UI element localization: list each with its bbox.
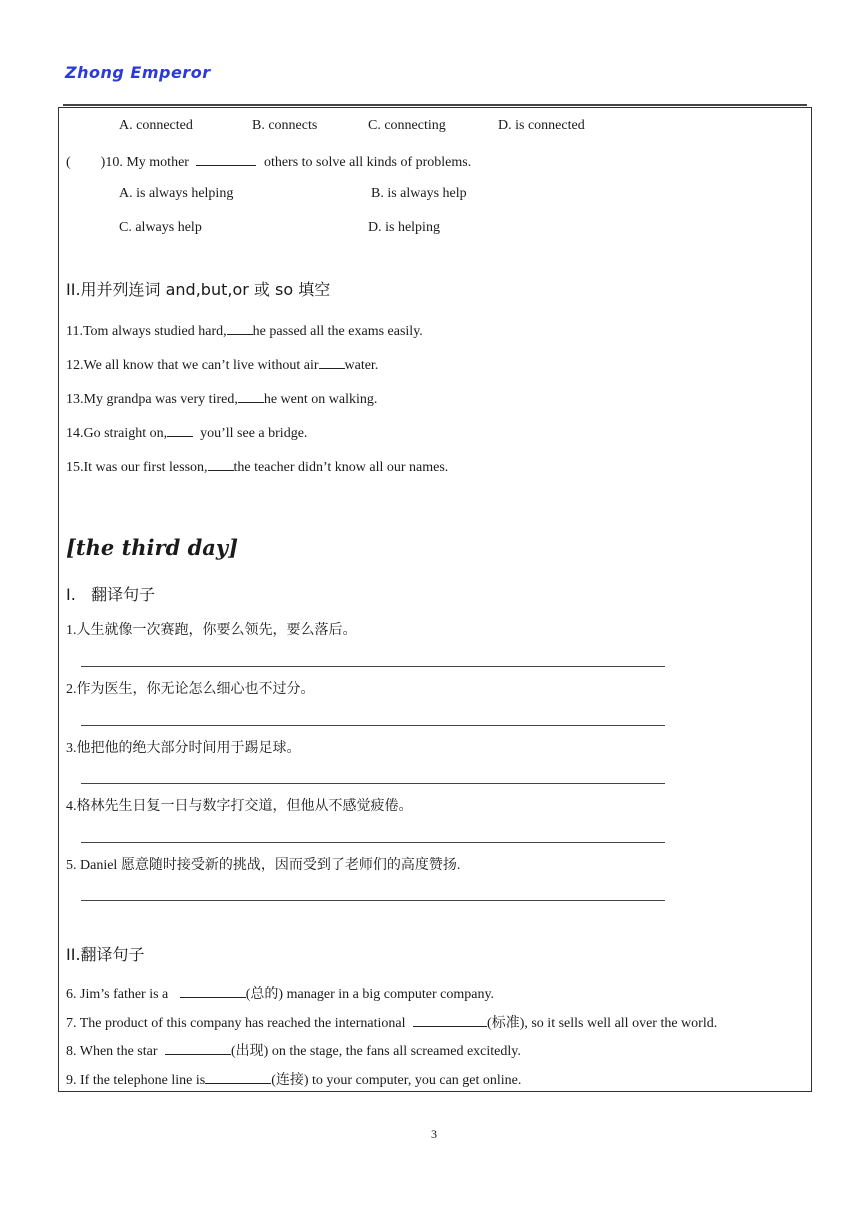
answer-blank[interactable] bbox=[180, 983, 246, 998]
answer-blank[interactable] bbox=[165, 1040, 231, 1055]
item-text-before: 9. If the telephone line is bbox=[66, 1073, 206, 1088]
q10-paren-open: ( bbox=[66, 155, 71, 170]
answer-line[interactable] bbox=[81, 842, 665, 843]
item-text-after: you’ll see a bridge. bbox=[193, 426, 308, 441]
q9-option-b: B. connects bbox=[252, 118, 318, 133]
fill-item-6 bbox=[66, 983, 494, 1004]
q10-text-before: 10. My mother bbox=[105, 155, 189, 170]
translate-item-1: 1.人生就像一次赛跑，你要么领先，要么落后。 bbox=[66, 623, 357, 638]
answer-line[interactable] bbox=[81, 666, 665, 667]
item-text-after: (出现) on the stage, the fans all screamed excitedly. bbox=[231, 1044, 521, 1059]
q9-option-a: A. connected bbox=[119, 118, 193, 133]
translate-item-2: 2.作为医生，你无论怎么细心也不过分。 bbox=[66, 682, 315, 697]
item-text-before: 6. Jim’s father is a bbox=[66, 987, 172, 1002]
conjunction-item-12 bbox=[66, 354, 378, 375]
translate-item-3: 3.他把他的绝大部分时间用于踢足球。 bbox=[66, 741, 301, 756]
brand-logo: Zhong Emperor bbox=[65, 63, 211, 82]
conjunction-item-11 bbox=[66, 320, 423, 341]
item-text-before: 15.It was our first lesson, bbox=[66, 460, 208, 475]
item-text-before: 11.Tom always studied hard, bbox=[66, 324, 227, 339]
item-text-after: he went on walking. bbox=[263, 392, 378, 407]
day-title: [the third day] bbox=[66, 535, 239, 560]
translate-heading-2: II.翻译句子 bbox=[66, 945, 145, 964]
q10-option-b: B. is always help bbox=[371, 186, 467, 201]
translate-item-4: 4.格林先生日复一日与数字打交道，但他从不感觉疲倦。 bbox=[66, 799, 413, 814]
item-text-before: 14.Go straight on, bbox=[66, 426, 168, 441]
q9-option-c: C. connecting bbox=[368, 118, 446, 133]
fill-item-8 bbox=[66, 1040, 521, 1061]
translate-heading-1: I. 翻译句子 bbox=[66, 585, 156, 604]
q10-text-after: others to solve all kinds of problems. bbox=[263, 155, 472, 170]
conjunction-item-15 bbox=[66, 456, 448, 477]
header-divider bbox=[63, 104, 807, 106]
item-text-before: 7. The product of this company has reached the international bbox=[66, 1016, 410, 1031]
answer-line[interactable] bbox=[81, 783, 665, 784]
q10-option-a: A. is always helping bbox=[119, 186, 234, 201]
translate-item-5: 5. Daniel 愿意随时接受新的挑战，因而受到了老师们的高度赞扬. bbox=[66, 858, 461, 873]
answer-blank[interactable] bbox=[319, 354, 345, 369]
item-text-before: 12.We all know that we can’t live without air bbox=[66, 358, 319, 373]
answer-blank[interactable] bbox=[238, 388, 264, 403]
answer-blank[interactable] bbox=[413, 1012, 487, 1027]
answer-line[interactable] bbox=[81, 900, 665, 901]
q9-option-d: D. is connected bbox=[498, 118, 585, 133]
item-text-after: (标准), so it sells well all over the world. bbox=[487, 1016, 718, 1031]
q10-question bbox=[66, 151, 471, 172]
item-text-after: (总的) manager in a big computer company. bbox=[245, 987, 495, 1002]
q10-option-c: C. always help bbox=[119, 220, 202, 235]
q10-blank[interactable] bbox=[196, 151, 256, 166]
fill-item-9 bbox=[66, 1069, 521, 1090]
fill-item-7 bbox=[66, 1012, 717, 1033]
answer-blank[interactable] bbox=[205, 1069, 271, 1084]
q10-paren-close: ) bbox=[100, 155, 106, 170]
item-text-after: the teacher didn’t know all our names. bbox=[233, 460, 449, 475]
answer-blank[interactable] bbox=[227, 320, 253, 335]
conjunction-item-13 bbox=[66, 388, 377, 409]
item-text-after: (连接) to your computer, you can get online. bbox=[271, 1073, 522, 1088]
item-text-before: 13.My grandpa was very tired, bbox=[66, 392, 238, 407]
conjunction-item-14 bbox=[66, 422, 307, 443]
answer-line[interactable] bbox=[81, 725, 665, 726]
section-conjunctions-heading: II.用并列连词 and,but,or 或 so 填空 bbox=[66, 280, 331, 299]
item-text-before: 8. When the star bbox=[66, 1044, 161, 1059]
item-text-after: he passed all the exams easily. bbox=[252, 324, 423, 339]
answer-blank[interactable] bbox=[167, 422, 193, 437]
page-number: 3 bbox=[431, 1127, 437, 1141]
content-frame bbox=[58, 107, 812, 1092]
answer-blank[interactable] bbox=[208, 456, 234, 471]
q10-option-d: D. is helping bbox=[368, 220, 440, 235]
item-text-after: water. bbox=[344, 358, 379, 373]
